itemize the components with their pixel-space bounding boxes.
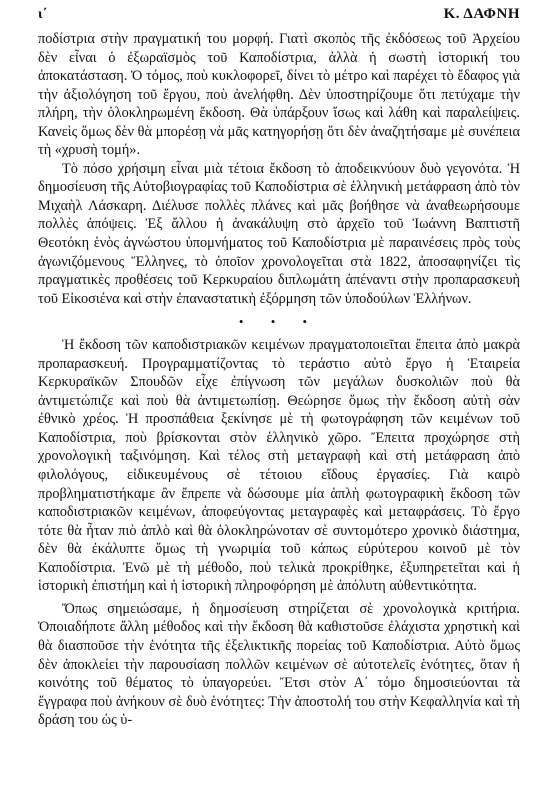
running-head: Κ. ΔΑΦΝΗ — [443, 6, 520, 22]
paragraph: Ἡ ἔκδοση τῶν καποδιστριακῶν κειμένων πραγματοποιεῖται ἔπειτα ἀπὸ μακρὰ προπαρασκευή. Προγραμματίζοντας τὸ τεράστιο αὐτὸ ἔργο ἡ Ἑταιρεία Κερκυραϊκῶν Σπουδῶν εἶχε ἐπίγνωση τῶν μεγάλων δυσκολιῶν ποὺ θὰ ἀντιμετώπιζε καὶ ποὺ θὰ ἀντιμετωπίσῃ. Θεώρησε ὅμως τὴν ἔκδοση αὐτὴ σὰν ἐθνικὸ χρέος. Ἡ προσπάθεια ξεκίνησε μὲ τὴ φωτογράφηση τῶν κειμένων τοῦ Καποδίστρια, ποὺ βρίσκονται στὸν ἑλληνικὸ χῶρο. Ἔπειτα προχώρησε στὴ χρονολογικὴ ταξινόμηση. Καὶ τέλος στὴ μεταγραφὴ καὶ στὴ μετάφραση ἀπὸ φιλολόγους, εἰδικευμένους σὲ τέτοιου εἴδους ἐργασίες. Γιὰ καιρὸ προβληματιστήκαμε ἂν ἔπρεπε νὰ δώσουμε μία ἁπλὴ φωτογραφικὴ ἔκδοση τῶν καποδιστριακῶν κειμένων, ἀποφεύγοντας μεταγραφὲς καὶ μεταφράσεις. Τὸ ἔργο τότε θὰ ἦταν πιὸ ἁπλὸ καὶ θὰ ὁλοκληρώνοταν σὲ συντομότερο χρονικὸ διάστημα, δὲν θὰ ἐκάλυπτε ὅμως τὴ γνωριμία τοῦ κάπως εὐρύτερου κοινοῦ μὲ τὸν Καποδίστρια. Ἐνῶ μὲ τὴ μέθοδο, ποὺ τελικὰ προκρίθηκε, ἐξυπηρετεῖται καὶ ἡ ἱστορικὴ ἐπιστήμη καὶ ἡ ἱστορικὴ πληροφόρηση μὲ ἀπόλυτη αὐθεντικότητα. — [38, 337, 520, 595]
body-text — [38, 30, 520, 730]
page-header — [38, 6, 520, 28]
paragraph: Ὅπως σημειώσαμε, ἡ δημοσίευση στηρίζεται σὲ χρονολογικὰ κριτήρια. Ὁποιαδήποτε ἄλλη μέθοδος καὶ τὴν ἔκδοση θὰ καθιστοῦσε ἐλάχιστα χρηστικὴ καὶ θὰ διασποῦσε τὴν ἑνότητα τῆς ἐξελικτικῆς πορείας τοῦ Καποδίστρια. Αὐτὸ ὅμως δὲν ἀποκλείει τὴν παρουσίαση πολλῶν κειμένων σὲ αὐτοτελεῖς ἑνότητες, ὅταν ἡ κοινότης τοῦ θέματος τὸ ὑπαγορεύει. Ἔτσι στὸν Α΄ τόμο δημοσιεύονται τὰ ἔγγραφα ποὺ ἀνήκουν σὲ δυὸ ἑνότητες: Τὴν ἀποστολή του στὴν Κεφαλληνία καὶ τὴ δράση του ὡς ὑ- — [38, 600, 520, 729]
section-separator: • • • — [238, 314, 320, 330]
paragraph: Τὸ πόσο χρήσιμη εἶναι μιὰ τέτοια ἔκδοση τὸ ἀποδεικνύουν δυὸ γεγονότα. Ἡ δημοσίευση τῆς Αὐτοβιογραφίας τοῦ Καποδίστρια σὲ ἑλληνικὴ μετάφραση ἀπὸ τὸν Μιχαὴλ Λάσκαρη. Διέλυσε πολλὲς πλάνες καὶ μᾶς βοήθησε νὰ ἀναθεωρήσουμε πολλὲς ἀπόψεις. Ἐξ ἄλλου ἡ ἀνακάλυψη στὸ ἀρχεῖο τοῦ Ἰωάννη Βαπτιστῆ Θεοτόκη ἑνὸς ἀγνώστου ὑπομνήματος τοῦ Καποδίστρια μὲ παραινέσεις πρὸς τοὺς ἀγωνιζόμενους Ἕλληνες, τὸ ὁποῖον χρονολογεῖται στὰ 1822, ἀποσαφηνίζει τὶς πραγματικὲς προθέσεις τοῦ Κερκυραίου διπλωμάτη ἀπέναντι στὴν προπαρασκευὴ τοῦ Εἰκοσιένα καὶ στὴν ἐπαναστατικὴ ἐξόρμηση τῶν ὑποδούλων Ἑλλήνων. — [38, 160, 520, 307]
paragraph: ποδίστρια στὴν πραγματική του μορφή. Γιατὶ σκοπὸς τῆς ἐκδόσεως τοῦ Ἀρχείου δὲν εἶναι ὁ ἐξωραϊσμὸς τοῦ Καποδίστρια, ἀλλὰ ἡ σωστὴ ἱστορική του ἀποκατάσταση. Ὁ τόμος, ποὺ κυκλοφορεῖ, δίνει τὸ μέτρο καὶ παρέχει τὸ ἔδαφος γιὰ τὴν ἀξιολόγηση τοῦ ἔργου, ποὺ ἀνελήφθη. Δὲν ὑποστηρίζουμε ὅτι πετύχαμε τὴν πλήρη, τὴν ὁλοκληρωμένη ἔκδοση. Θὰ ὑπάρξουν ἴσως καὶ λάθη καὶ παραλείψεις. Κανεὶς ὅμως δὲν θὰ μπορέσῃ νὰ μᾶς κατηγορήσῃ ὅτι δὲν ἀναζητήσαμε μὲ συνέπεια τὴ «χρυσὴ τομή». — [38, 31, 520, 159]
page-number: ι΄ — [38, 7, 48, 22]
